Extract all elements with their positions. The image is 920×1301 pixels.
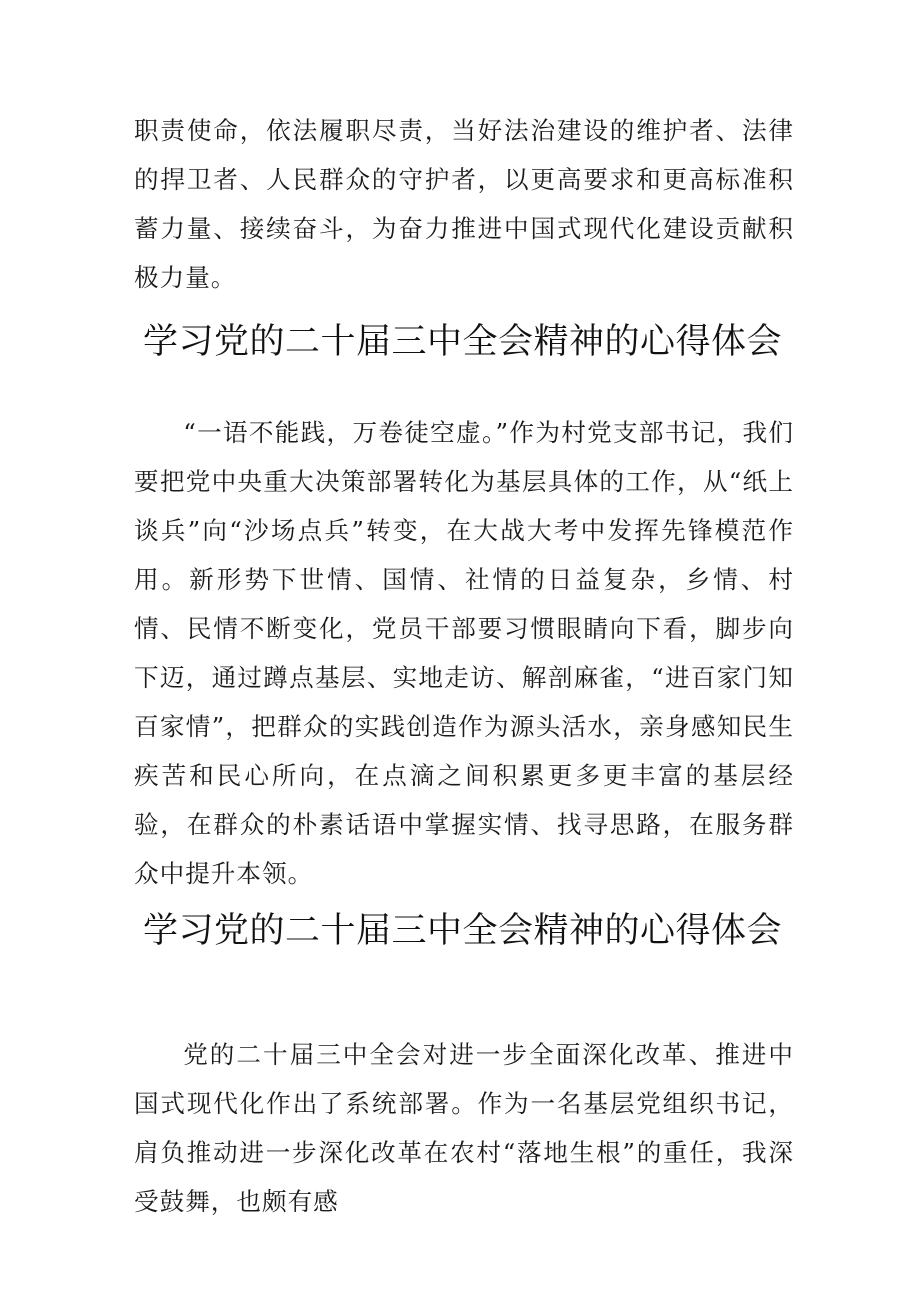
body-paragraph: “一语不能践，万卷徒空虚。”作为村党支部书记，我们要把党中央重大决策部署转化为基层具体的工作，从“纸上谈兵”向“沙场点兵”转变，在大战大考中发挥先锋模范作用。新形势下世情、国情、社情的日益复杂，乡情、村情、民情不断变化，党员干部要习惯眼睛向下看，脚步向下迈，通过蹲点基层、实地走访、解剖麻雀，“进百家门知百家情”，把群众的实践创造作为源头活水，亲身感知民生疾苦和民心所向，在点滴之间积累更多更丰富的基层经验，在群众的朴素话语中掌握实情、找寻思路，在服务群众中提升本领。 <box>134 418 794 888</box>
section-heading: 学习党的二十届三中全会精神的心得体会 <box>143 911 783 951</box>
body-paragraph: 党的二十届三中全会对进一步全面深化改革、推进中国式现代化作出了系统部署。作为一名基层党组织书记，肩负推动进一步深化改革在农村“落地生根”的重任，我深受鼓舞，也颇有感 <box>134 1040 794 1216</box>
body-paragraph-continued: 职责使命，依法履职尽责，当好法治建设的维护者、法律的捍卫者、人民群众的守护者，以更高要求和更高标准积蓄力量、接续奋斗，为奋力推进中国式现代化建设贡献积极力量。 <box>134 116 794 292</box>
section-heading: 学习党的二十届三中全会精神的心得体会 <box>143 322 783 362</box>
